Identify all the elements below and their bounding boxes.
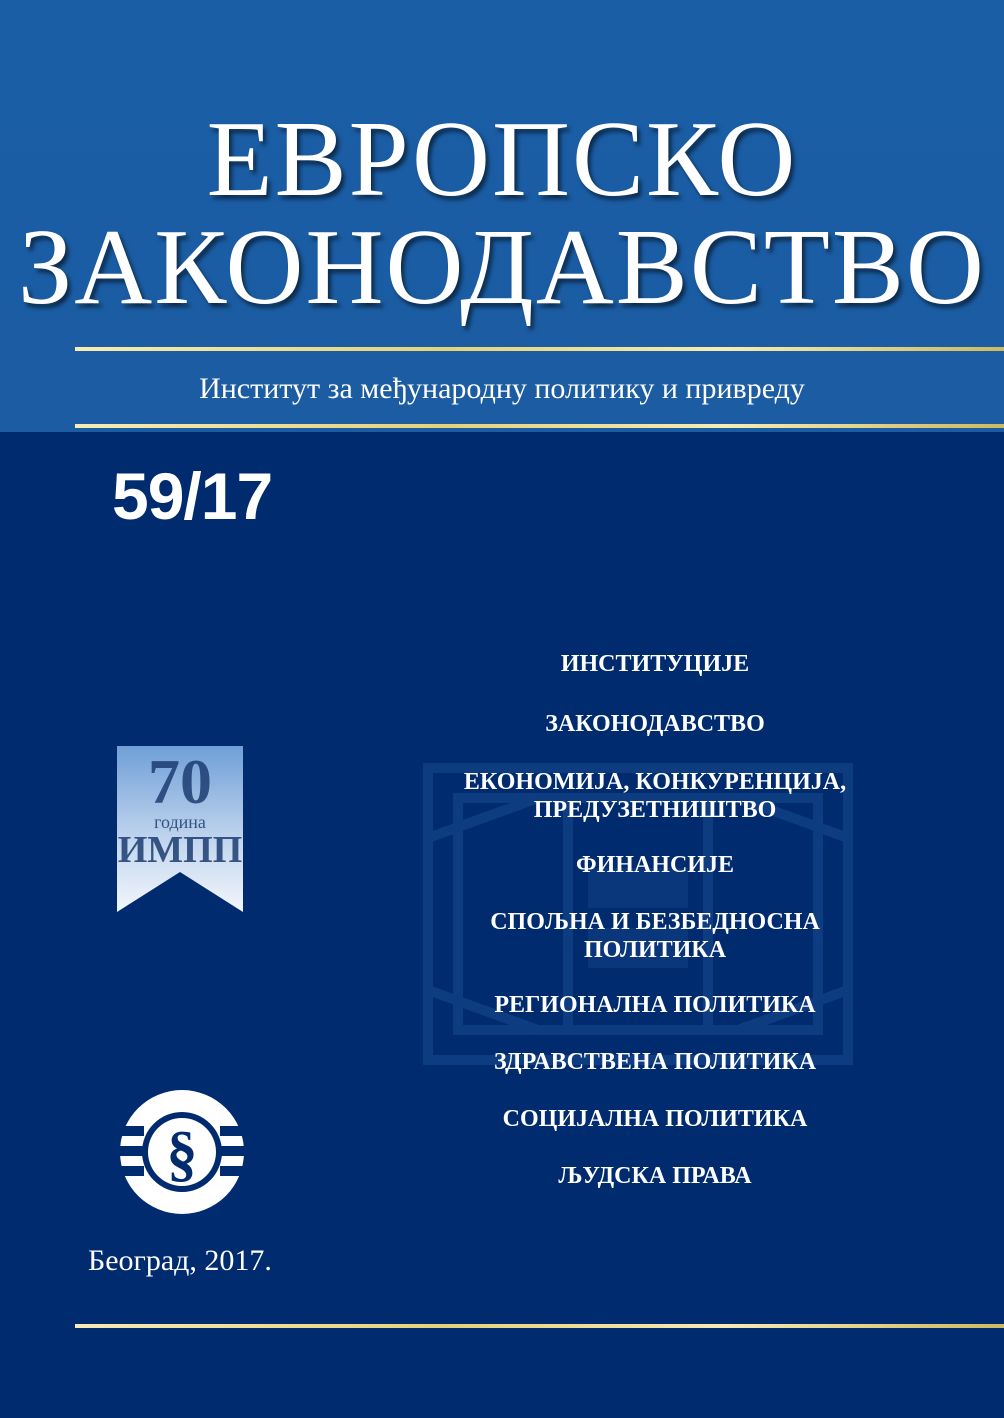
topic-item: СПОЉНА И БЕЗБЕДНОСНА ПОЛИТИКА — [490, 909, 820, 963]
topic-item: РЕГИОНАЛНА ПОЛИТИКА — [494, 992, 816, 1018]
topic-item: ЗДРАВСТВЕНА ПОЛИТИКА — [493, 1049, 817, 1075]
badge-number: 70 — [148, 746, 212, 817]
issue-number: 59/17 — [112, 459, 273, 533]
badge-abbrev: ИМПП — [117, 829, 243, 871]
topic-item: ЉУДСКА ПРАВА — [558, 1163, 752, 1189]
paragraph-logo-icon — [116, 1088, 248, 1216]
topic-item: ИНСТИТУЦИЈЕ — [560, 651, 750, 677]
gold-divider-middle — [75, 424, 1004, 428]
title-line-2: ЗАКОНОДАВСТВО — [18, 208, 986, 327]
publisher-name: Институт за међународну политику и привреду — [199, 372, 805, 405]
city-year: Београд, 2017. — [88, 1244, 272, 1277]
topic-item: ЗАКОНОДАВСТВО — [545, 711, 765, 737]
gold-divider-top — [75, 347, 1004, 351]
topic-item: ФИНАНСИЈЕ — [576, 852, 734, 878]
topic-item: ЕКОНОМИЈА, КОНКУРЕНЦИЈА, ПРЕДУЗЕТНИШТВО — [463, 769, 847, 823]
svg-text:§: § — [166, 1120, 198, 1188]
topic-item: СОЦИЈАЛНА ПОЛИТИКА — [502, 1106, 808, 1132]
title-line-1: ЕВРОПСКО — [206, 100, 798, 219]
badge-label: година — [154, 812, 206, 832]
gold-divider-bottom — [75, 1324, 1004, 1328]
